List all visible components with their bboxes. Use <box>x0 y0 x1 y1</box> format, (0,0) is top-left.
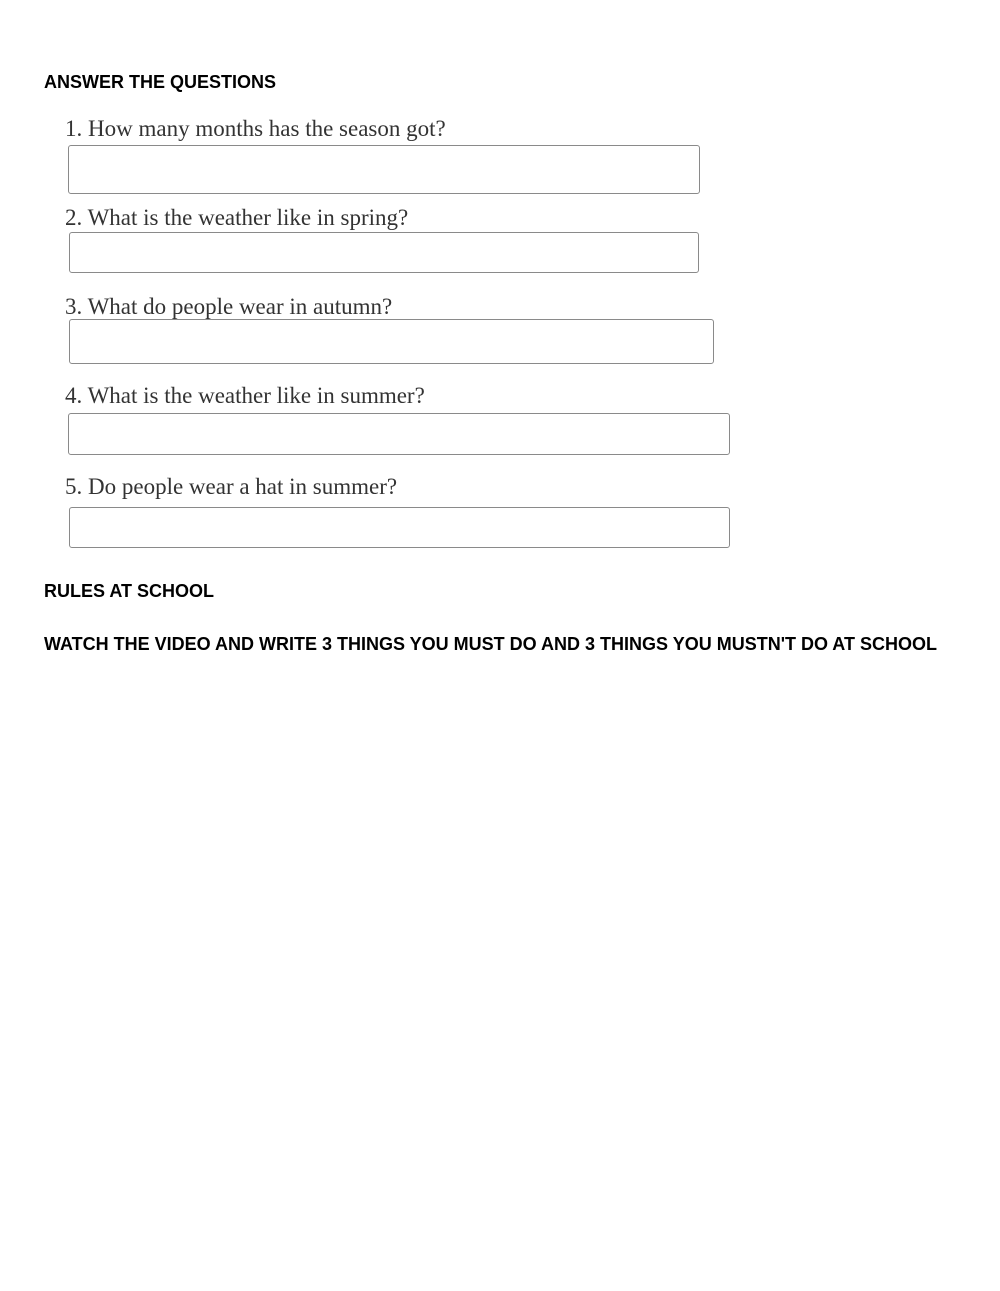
question-2: 2. What is the weather like in spring? <box>65 205 409 230</box>
question-5: 5. Do people wear a hat in summer? <box>65 474 398 499</box>
question-1: 1. How many months has the season got? <box>65 116 446 141</box>
answer-questions-heading: ANSWER THE QUESTIONS <box>44 72 277 92</box>
answer-3-input[interactable] <box>69 319 714 364</box>
video-instruction: WATCH THE VIDEO AND WRITE 3 THINGS YOU MUST DO AND 3 THINGS YOU MUSTN'T DO AT SCHOOL <box>44 634 937 654</box>
question-3: 3. What do people wear in autumn? <box>65 294 393 319</box>
question-4: 4. What is the weather like in summer? <box>65 383 425 408</box>
rules-at-school-heading: RULES AT SCHOOL <box>44 581 214 601</box>
answer-4-input[interactable] <box>68 413 730 455</box>
answer-1-input[interactable] <box>68 145 700 194</box>
answer-2-input[interactable] <box>69 232 699 273</box>
answer-5-input[interactable] <box>69 507 730 548</box>
